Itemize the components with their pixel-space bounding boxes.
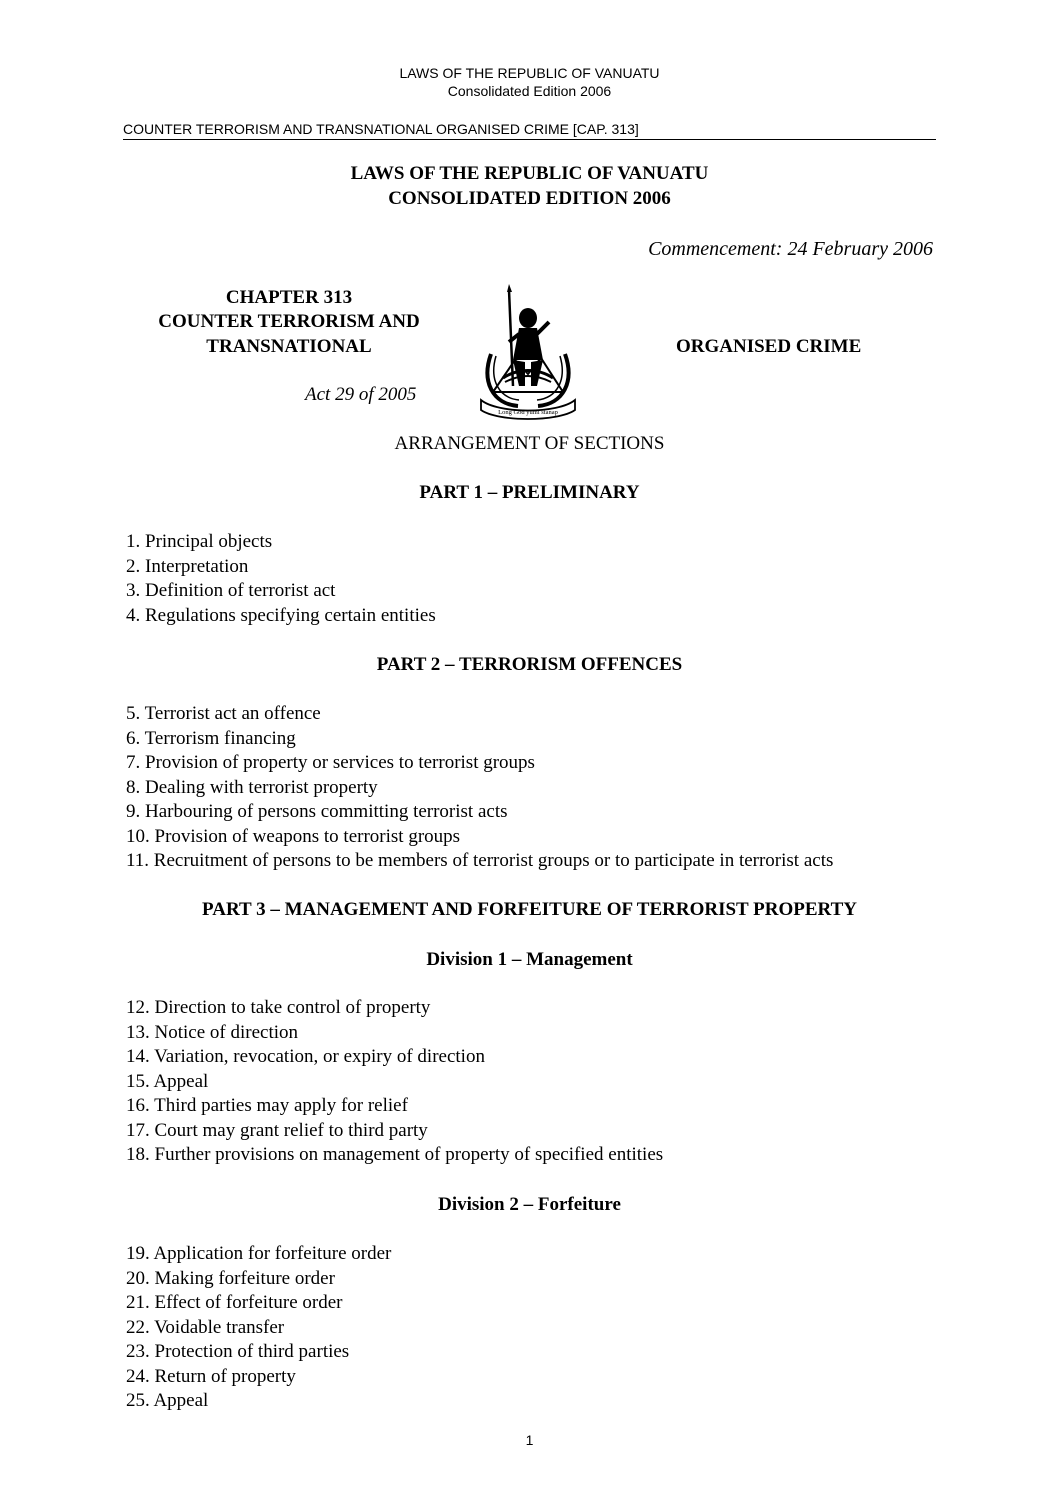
list-item: 8. Dealing with terrorist property	[126, 776, 378, 798]
chapter-title-line-2-right: ORGANISED CRIME	[676, 336, 862, 357]
list-item: 22. Voidable transfer	[126, 1316, 285, 1338]
list-item: 9. Harbouring of persons committing terrorist acts	[126, 801, 508, 822]
header-line-1: LAWS OF THE REPUBLIC OF VANUATU	[399, 65, 660, 81]
commencement-date: Commencement: 24 February 2006	[648, 238, 933, 260]
division-1-heading: Division 1 – Management	[426, 949, 633, 970]
list-item: 25. Appeal	[126, 1390, 209, 1411]
list-item: 19. Application for forfeiture order	[126, 1243, 392, 1264]
list-item: 18. Further provisions on management of property of specified entities	[126, 1144, 664, 1165]
chapter-title-line-1: COUNTER TERRORISM AND	[158, 311, 420, 332]
division-2-section-list	[126, 1242, 391, 1414]
chapter-title-line-2: TRANSNATIONAL	[206, 336, 372, 357]
list-item: 5. Terrorist act an offence	[126, 703, 321, 724]
part-1-section-list	[126, 530, 436, 628]
vanuatu-coat-of-arms-icon	[463, 282, 593, 422]
list-item: 20. Making forfeiture order	[126, 1267, 335, 1289]
arrangement-heading: ARRANGEMENT OF SECTIONS	[394, 433, 665, 454]
list-item: 2. Interpretation	[126, 555, 249, 577]
header-line-2: Consolidated Edition 2006	[447, 83, 612, 99]
document-title-line-2: CONSOLIDATED EDITION 2006	[388, 188, 671, 209]
list-item: 6. Terrorism financing	[126, 727, 296, 749]
document-title-line-1: LAWS OF THE REPUBLIC OF VANUATU	[350, 163, 709, 184]
act-number: Act 29 of 2005	[305, 384, 417, 405]
part-3-heading: PART 3 – MANAGEMENT AND FORFEITURE OF TERRORIST PROPERTY	[202, 899, 857, 920]
list-item: 13. Notice of direction	[126, 1021, 299, 1043]
list-item: 4. Regulations specifying certain entities	[126, 604, 436, 626]
list-item: 14. Variation, revocation, or expiry of direction	[126, 1046, 485, 1067]
list-item: 11. Recruitment of persons to be members of terrorist groups or to participate in terrorist acts	[126, 850, 834, 871]
running-title: COUNTER TERRORISM AND TRANSNATIONAL ORGANISED CRIME [CAP. 313]	[123, 121, 639, 137]
emblem-motto: Long God yumi stanap	[498, 409, 558, 416]
list-item: 7. Provision of property or services to terrorist groups	[126, 752, 535, 773]
list-item: 12. Direction to take control of property	[126, 997, 431, 1018]
list-item: 24. Return of property	[126, 1365, 296, 1387]
list-item: 3. Definition of terrorist act	[126, 580, 336, 601]
list-item: 17. Court may grant relief to third party	[126, 1119, 428, 1141]
list-item: 16. Third parties may apply for relief	[126, 1095, 408, 1116]
list-item: 10. Provision of weapons to terrorist groups	[126, 825, 461, 847]
header-rule	[123, 139, 936, 140]
division-2-heading: Division 2 – Forfeiture	[438, 1194, 621, 1215]
page-number: 1	[525, 1432, 534, 1448]
part-2-heading: PART 2 – TERRORISM OFFENCES	[376, 654, 683, 675]
division-1-section-list	[126, 996, 663, 1168]
part-2-section-list	[126, 702, 833, 874]
list-item: 23. Protection of third parties	[126, 1341, 350, 1362]
list-item: 21. Effect of forfeiture order	[126, 1292, 343, 1313]
part-1-heading: PART 1 – PRELIMINARY	[419, 482, 640, 503]
chapter-number: CHAPTER 313	[225, 287, 353, 308]
list-item: 1. Principal objects	[126, 531, 273, 552]
list-item: 15. Appeal	[126, 1070, 209, 1092]
